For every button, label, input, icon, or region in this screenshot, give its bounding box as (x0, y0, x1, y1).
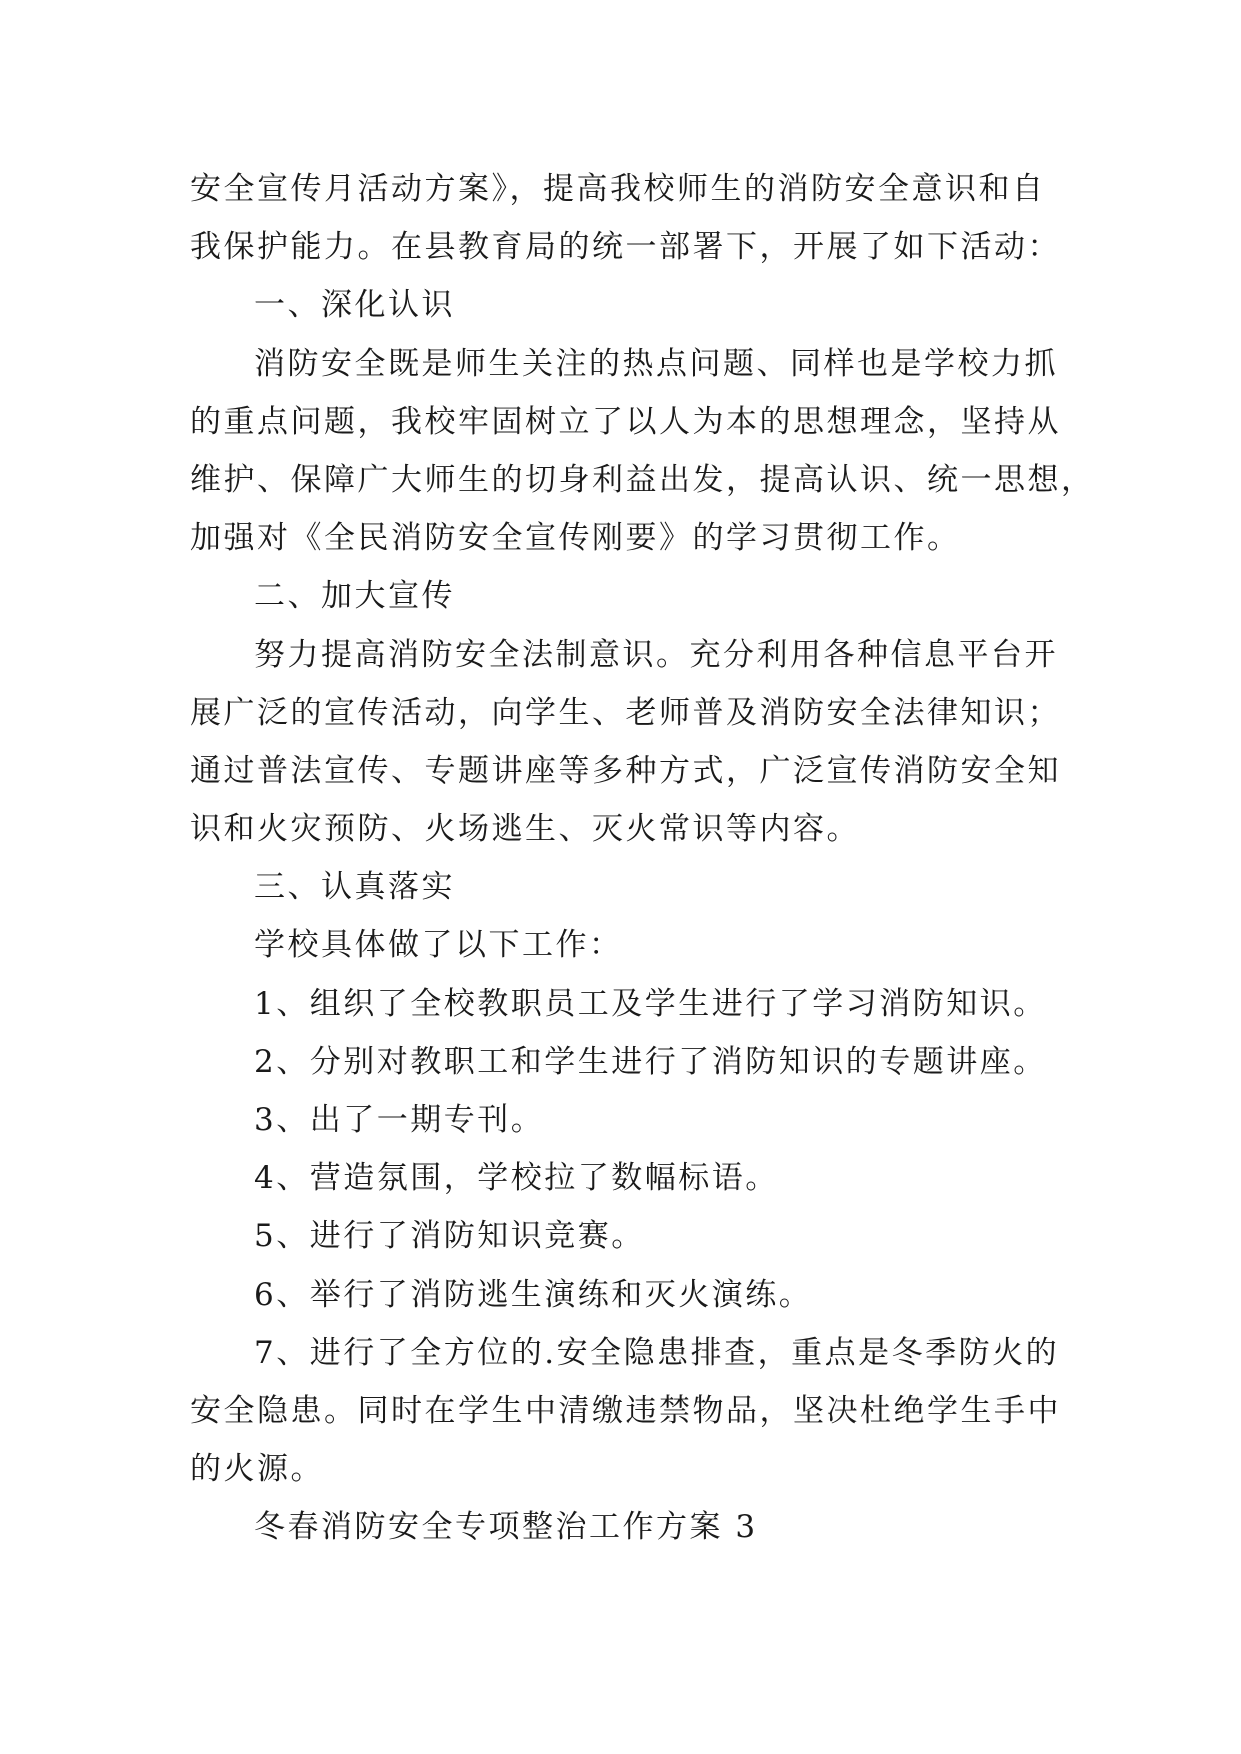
body-line: 加强对《全民消防安全宣传刚要》的学习贯彻工作。 (190, 520, 961, 557)
list-item: 6、举行了消防逃生演练和灭火演练。 (254, 1276, 813, 1313)
list-item: 1、组织了全校教职员工及学生进行了学习消防知识。 (254, 985, 1047, 1022)
body-line: 展广泛的宣传活动，向学生、老师普及消防安全法律知识； (190, 694, 1061, 731)
list-item: 4、营造氛围，学校拉了数幅标语。 (254, 1160, 779, 1197)
document-body (190, 160, 1095, 1557)
document-title-line: 冬春消防安全专项整治工作方案 3 (254, 1509, 758, 1546)
body-line: 的火源。 (190, 1451, 324, 1488)
body-line: 安全宣传月活动方案》，提高我校师生的消防安全意识和自 (190, 171, 1046, 207)
section-heading: 二、加大宣传 (254, 578, 455, 615)
paragraph-start-line: 努力提高消防安全法制意识。充分利用各种信息平台开 (254, 636, 1058, 673)
list-item: 7、进行了全方位的.安全隐患排查，重点是冬季防火的 (254, 1334, 1060, 1371)
list-item: 5、进行了消防知识竞赛。 (254, 1218, 645, 1255)
body-line: 的重点问题，我校牢固树立了以人为本的思想理念，坚持从 (190, 403, 1061, 440)
body-line: 维护、保障广大师生的切身利益出发，提高认识、统一思想， (190, 461, 1095, 498)
body-line: 识和火灾预防、火场逃生、灭火常识等内容。 (190, 811, 860, 848)
section-heading: 一、深化认识 (254, 287, 455, 324)
paragraph-start-line: 学校具体做了以下工作： (254, 927, 623, 964)
list-item: 3、出了一期专刊。 (254, 1102, 545, 1138)
list-item: 2、分别对教职工和学生进行了消防知识的专题讲座。 (254, 1043, 1047, 1080)
section-heading: 三、认真落实 (254, 869, 455, 906)
body-line: 通过普法宣传、专题讲座等多种方式，广泛宣传消防安全知 (190, 752, 1061, 789)
body-line: 安全隐患。同时在学生中清缴违禁物品，坚决杜绝学生手中 (190, 1392, 1061, 1429)
body-line: 我保护能力。在县教育局的统一部署下，开展了如下活动： (190, 229, 1061, 266)
paragraph-start-line: 消防安全既是师生关注的热点问题、同样也是学校力抓 (254, 345, 1058, 382)
